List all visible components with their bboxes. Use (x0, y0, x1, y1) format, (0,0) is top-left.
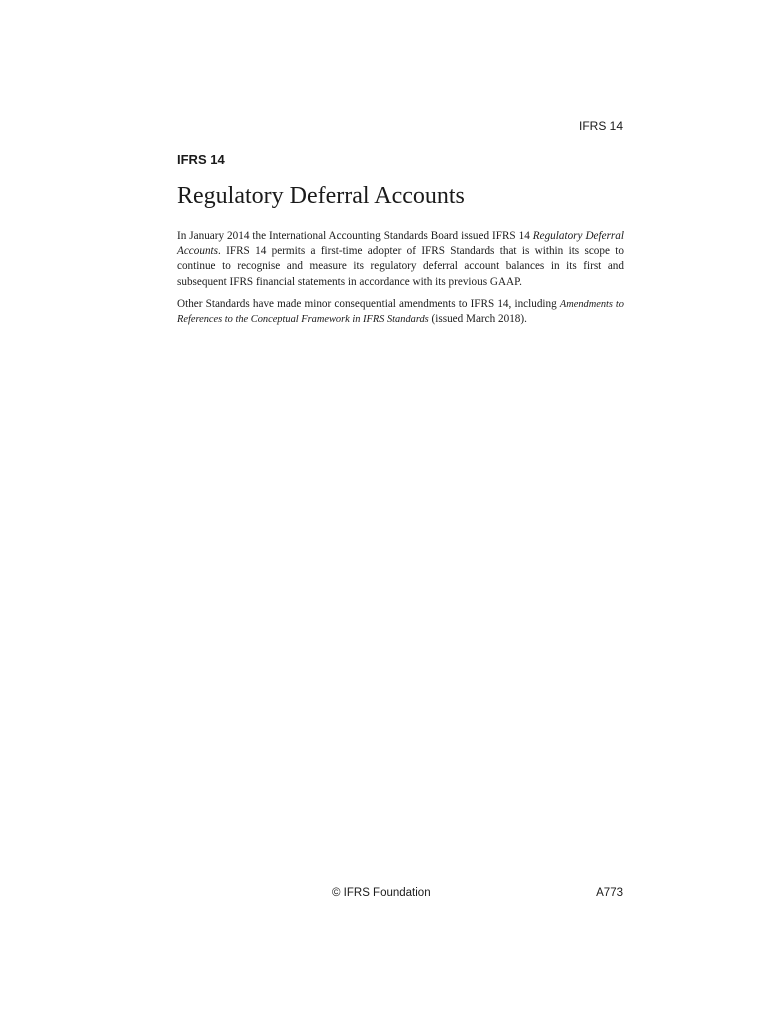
standard-title: Regulatory Deferral Accounts (177, 183, 465, 209)
intro-paragraph (177, 229, 624, 290)
standard-label: IFRS 14 (177, 152, 225, 167)
intro-standard-name: Regulatory Deferral Accounts (177, 230, 624, 258)
footer-page-number: A773 (596, 887, 623, 899)
footer-copyright: © IFRS Foundation (332, 887, 431, 899)
amendments-text-2: (issued March 2018). (428, 313, 527, 326)
amendments-text-1: Other Standards have made minor consequential amendments to IFRS 14, including (177, 297, 560, 310)
running-header: IFRS 14 (578, 119, 623, 133)
amendments-paragraph (177, 297, 624, 327)
intro-text-2: . IFRS 14 permits a first-time adopter of IFRS Standards that is within its scope to continue to recognise and measure its regulatory deferral account balances in its first and subsequent IFRS financial statements in accordance with its previous GAAP. (177, 245, 624, 288)
document-body (177, 151, 624, 327)
intro-text-1: In January 2014 the International Accounting Standards Board issued IFRS 14 (177, 230, 533, 242)
amendments-document-name: Amendments to References to the Conceptual Framework in IFRS Standards (177, 298, 624, 326)
